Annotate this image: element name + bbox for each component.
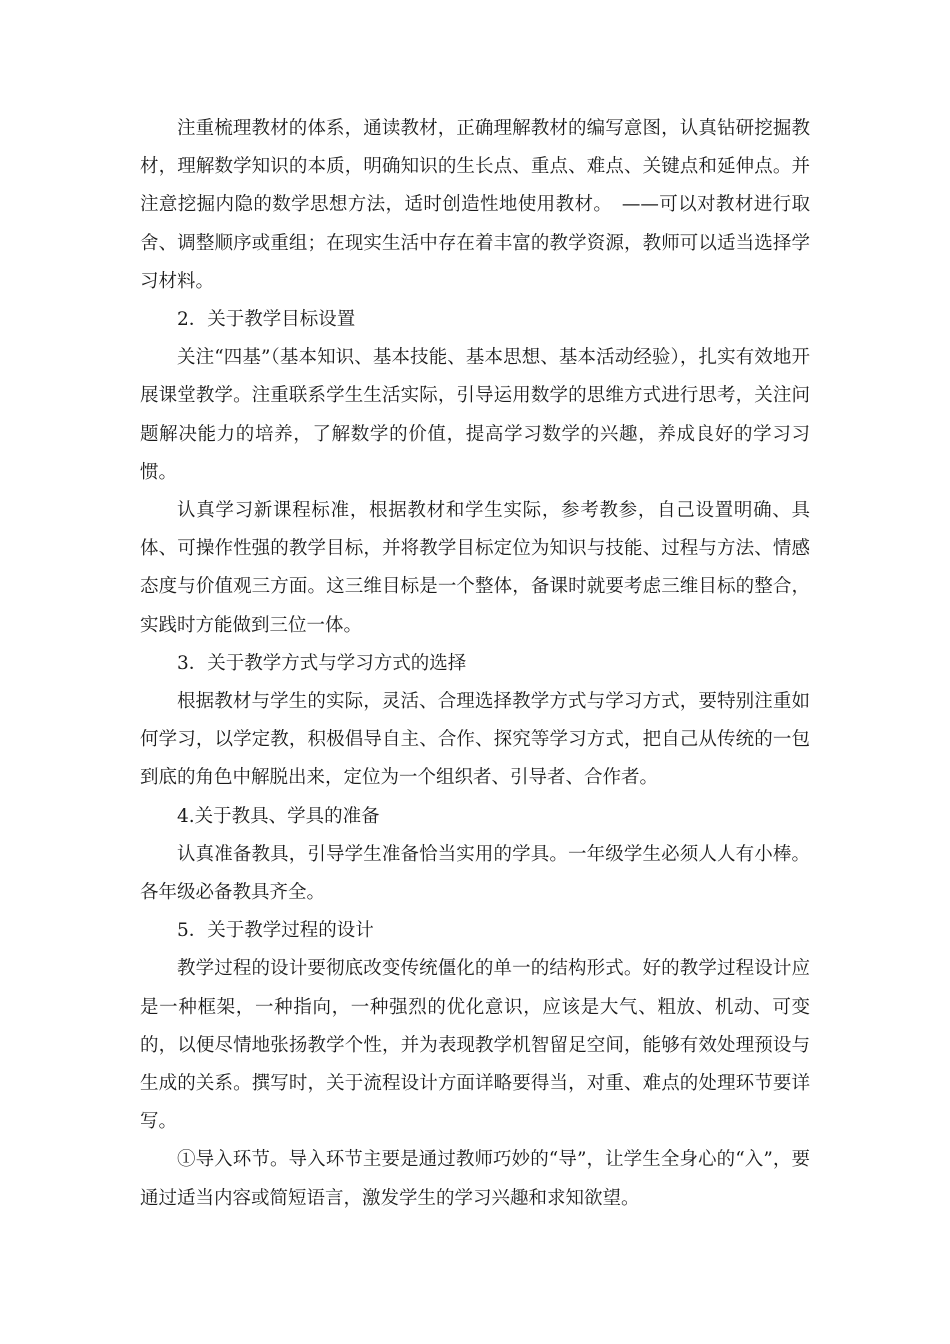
heading-teaching-process: 5．关于教学过程的设计 [177,920,374,942]
heading-teaching-goals: 2．关于教学目标设置 [177,309,356,331]
paragraph-introduction-step: ①导入环节。导入环节主要是通过教师巧妙的“导”，让学生全身心的“入”，要通过适当内容或简短语言，激发学生的学习兴趣和求知欲望。 [140,1149,810,1209]
paragraph-four-basics: 关注“四基”（基本知识、基本技能、基本思想、基本活动经验），扎实有效地开展课堂教学。注重联系学生生活实际，引导运用数学的思维方式进行思考，关注问题解决能力的培养，了解数学的价值，提高学习数学的兴趣，养成良好的学习习惯。 [140,347,810,483]
paragraph-process-design: 教学过程的设计要彻底改变传统僵化的单一的结构形式。好的教学过程设计应是一种框架，一种指向，一种强烈的优化意识，应该是大气、粗放、机动、可变的，以便尽情地张扬教学个性，并为表现教学机智留足空间，能够有效处理预设与生成的关系。撰写时，关于流程设计方面详略要得当，对重、难点的处理环节要详写。 [140,958,810,1133]
heading-teaching-methods: 3．关于教学方式与学习方式的选择 [177,652,467,674]
paragraph-textbook-study: 注重梳理教材的体系，通读教材，正确理解教材的编写意图，认真钻研挖掘教材，理解数学知识的本质，明确知识的生长点、重点、难点、关键点和延伸点。并注意挖掘内隐的数学思想方法，适时创造性地使用教材。 ——可以对教材进行取舍、调整顺序或重组；在现实生活中存在着丰富的教学资源，教师可以适当选择学习材料。 [140,118,810,292]
paragraph-curriculum-standards: 认真学习新课程标准，根据教材和学生实际，参考教参，自己设置明确、具体、可操作性强的教学目标，并将教学目标定位为知识与技能、过程与方法、情感态度与价值观三方面。这三维目标是一个整体，备课时就要考虑三维目标的整合，实践时方能做到三位一体。 [140,500,810,636]
document-body [140,110,810,1218]
paragraph-learning-methods: 根据教材与学生的实际，灵活、合理选择教学方式与学习方式，要特别注重如何学习，以学定教，积极倡导自主、合作、探究等学习方式，把自己从传统的一包到底的角色中解脱出来，定位为一个组织者、引导者、合作者。 [140,691,810,789]
heading-teaching-aids: 4.关于教具、学具的准备 [177,805,380,827]
paragraph-teaching-aids: 认真准备教具，引导学生准备恰当实用的学具。一年级学生必须人人有小棒。各年级必备教具齐全。 [140,843,810,904]
